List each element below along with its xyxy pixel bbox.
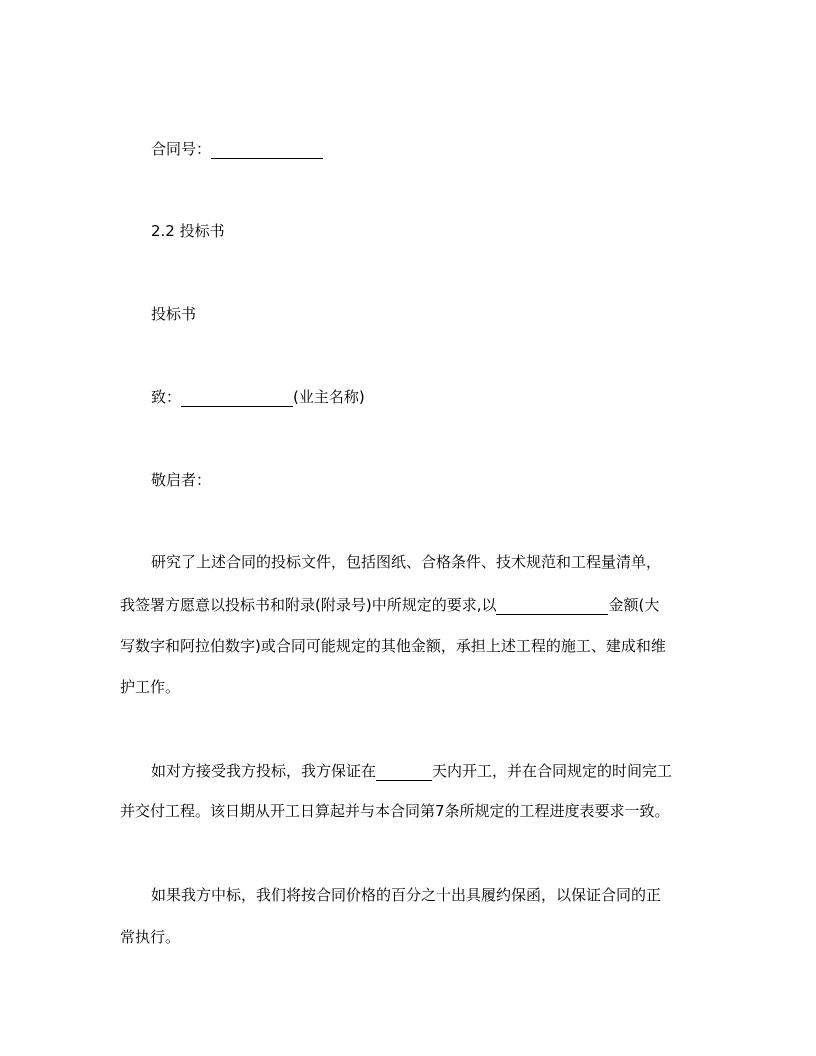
owner-name-blank[interactable]: [181, 390, 293, 407]
paragraph-2-line-1-text-b: 天内开工，并在合同规定的时间完工: [432, 762, 673, 780]
paragraph-1-line-4: 护工作。: [120, 678, 181, 696]
contract-number-label: 合同号：: [151, 140, 212, 158]
section-heading: 2.2 投标书: [151, 222, 225, 240]
paragraph-2-line-1-text-a: 如对方接受我方投标，我方保证在: [151, 762, 377, 780]
paragraph-1-line-2: [120, 595, 659, 615]
paragraph-1-line-2-text-b: 金额(大: [608, 596, 660, 614]
amount-blank[interactable]: [496, 598, 608, 615]
paragraph-2-line-2: 并交付工程。该日期从开工日算起并与本合同第7条所规定的工程进度表要求一致。: [120, 802, 670, 820]
document-title: 投标书: [151, 305, 197, 323]
contract-number-blank[interactable]: [211, 142, 323, 159]
paragraph-2-line-1: [151, 761, 672, 781]
salutation: 敬启者：: [151, 471, 212, 489]
days-blank[interactable]: [376, 764, 432, 781]
paragraph-3-line-2: 常执行。: [120, 928, 181, 946]
contract-number-line: [151, 139, 323, 159]
paragraph-3-line-1: 如果我方中标，我们将按合同价格的百分之十出具履约保函，以保证合同的正: [151, 886, 662, 904]
addressee-label: 致：: [151, 388, 182, 406]
addressee-line: [151, 387, 365, 407]
paragraph-1-line-3: 写数字和阿拉伯数字)或合同可能规定的其他金额，承担上述工程的施工、建成和维: [120, 637, 666, 655]
addressee-suffix: (业主名称): [293, 388, 365, 406]
paragraph-1-line-1: 研究了上述合同的投标文件，包括图纸、合格条件、技术规范和工程量清单，: [151, 553, 662, 571]
paragraph-1-line-2-text-a: 我签署方愿意以投标书和附录(附录号)中所规定的要求,以: [120, 596, 497, 614]
